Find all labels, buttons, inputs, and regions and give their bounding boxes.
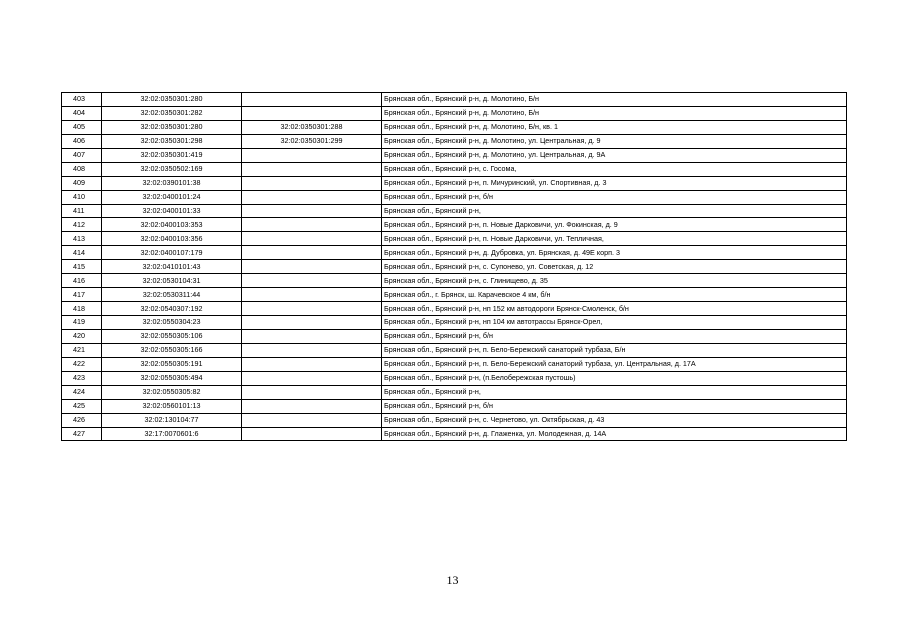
address-cell: Брянская обл., Брянский р-н, п. Бело-Бережский санаторий турбаза, ул. Центральная, д. 17А — [382, 357, 847, 371]
cadastral-number-cell: 32:02:0530311:44 — [102, 288, 242, 302]
table-row — [62, 316, 847, 330]
row-number-cell: 405 — [62, 120, 102, 134]
related-cadastral-number-cell — [242, 399, 382, 413]
table-row — [62, 106, 847, 120]
table-row — [62, 246, 847, 260]
address-cell: Брянская обл., Брянский р-н, п. Новые Дарковичи, ул. Фокинская, д. 9 — [382, 218, 847, 232]
address-cell: Брянская обл., Брянский р-н, п. Новые Дарковичи, ул. Тепличная, — [382, 232, 847, 246]
cadastral-number-cell: 32:02:0550305:106 — [102, 329, 242, 343]
cadastral-number-cell: 32:02:0410101:43 — [102, 260, 242, 274]
table-row — [62, 204, 847, 218]
table-body — [62, 93, 847, 441]
cadastral-number-cell: 32:02:0550304:23 — [102, 316, 242, 330]
table-row — [62, 413, 847, 427]
row-number-cell: 427 — [62, 427, 102, 441]
table-row — [62, 93, 847, 107]
address-cell: Брянская обл., Брянский р-н, д. Молотино, Б/н — [382, 106, 847, 120]
related-cadastral-number-cell — [242, 232, 382, 246]
cadastral-number-cell: 32:02:0550305:166 — [102, 343, 242, 357]
related-cadastral-number-cell — [242, 427, 382, 441]
cadastral-number-cell: 32:02:0400103:353 — [102, 218, 242, 232]
related-cadastral-number-cell — [242, 413, 382, 427]
address-cell: Брянская обл., Брянский р-н, д. Молотино, ул. Центральная, д. 9А — [382, 148, 847, 162]
cadastral-number-cell: 32:02:0390101:38 — [102, 176, 242, 190]
cadastral-number-cell: 32:02:0400103:356 — [102, 232, 242, 246]
related-cadastral-number-cell — [242, 343, 382, 357]
cadastral-number-cell: 32:02:0550305:191 — [102, 357, 242, 371]
related-cadastral-number-cell — [242, 316, 382, 330]
cadastral-number-cell: 32:02:0400101:24 — [102, 190, 242, 204]
address-cell: Брянская обл., Брянский р-н, д. Молотино, Б/н, кв. 1 — [382, 120, 847, 134]
table-row — [62, 371, 847, 385]
cadastral-number-cell: 32:02:0400107:179 — [102, 246, 242, 260]
address-cell: Брянская обл., Брянский р-н, д. Глаженка, ул. Молодежная, д. 14А — [382, 427, 847, 441]
table-row — [62, 427, 847, 441]
cadastral-number-cell: 32:02:0530104:31 — [102, 274, 242, 288]
cadastral-number-cell: 32:02:0550305:494 — [102, 371, 242, 385]
address-cell: Брянская обл., Брянский р-н, с. Чернетово, ул. Октябрьская, д. 43 — [382, 413, 847, 427]
address-cell: Брянская обл., Брянский р-н, б/н — [382, 329, 847, 343]
table-row — [62, 162, 847, 176]
address-cell: Брянская обл., Брянский р-н, (п.Белобережская пустошь) — [382, 371, 847, 385]
row-number-cell: 410 — [62, 190, 102, 204]
row-number-cell: 407 — [62, 148, 102, 162]
address-cell: Брянская обл., Брянский р-н, б/н — [382, 399, 847, 413]
table-row — [62, 260, 847, 274]
cadastral-number-cell: 32:02:0350301:280 — [102, 120, 242, 134]
row-number-cell: 426 — [62, 413, 102, 427]
table-row — [62, 176, 847, 190]
address-cell: Брянская обл., Брянский р-н, — [382, 204, 847, 218]
row-number-cell: 421 — [62, 343, 102, 357]
related-cadastral-number-cell — [242, 260, 382, 274]
row-number-cell: 418 — [62, 302, 102, 316]
related-cadastral-number-cell — [242, 246, 382, 260]
table-row — [62, 148, 847, 162]
table-row — [62, 357, 847, 371]
table-row — [62, 120, 847, 134]
cadastral-number-cell: 32:02:0550305:82 — [102, 385, 242, 399]
related-cadastral-number-cell — [242, 274, 382, 288]
cadastral-number-cell: 32:02:0350301:419 — [102, 148, 242, 162]
related-cadastral-number-cell — [242, 190, 382, 204]
row-number-cell: 412 — [62, 218, 102, 232]
address-cell: Брянская обл., Брянский р-н, д. Дубровка, ул. Брянская, д. 49Е корп. 3 — [382, 246, 847, 260]
address-cell: Брянская обл., Брянский р-н, — [382, 385, 847, 399]
address-cell: Брянская обл., Брянский р-н, нп 104 км автотрассы Брянск-Орел, — [382, 316, 847, 330]
row-number-cell: 417 — [62, 288, 102, 302]
table-row — [62, 399, 847, 413]
related-cadastral-number-cell — [242, 162, 382, 176]
row-number-cell: 424 — [62, 385, 102, 399]
row-number-cell: 419 — [62, 316, 102, 330]
address-cell: Брянская обл., Брянский р-н, д. Молотино, ул. Центральная, д. 9 — [382, 134, 847, 148]
row-number-cell: 411 — [62, 204, 102, 218]
row-number-cell: 423 — [62, 371, 102, 385]
table-row — [62, 343, 847, 357]
related-cadastral-number-cell — [242, 204, 382, 218]
row-number-cell: 409 — [62, 176, 102, 190]
address-cell: Брянская обл., Брянский р-н, с. Госома, — [382, 162, 847, 176]
address-cell: Брянская обл., Брянский р-н, нп 152 км автодороги Брянск-Смоленск, б/н — [382, 302, 847, 316]
row-number-cell: 413 — [62, 232, 102, 246]
page-number: 13 — [446, 573, 459, 587]
cadastral-number-cell: 32:02:0560101:13 — [102, 399, 242, 413]
related-cadastral-number-cell — [242, 357, 382, 371]
related-cadastral-number-cell — [242, 176, 382, 190]
table-row — [62, 190, 847, 204]
related-cadastral-number-cell — [242, 371, 382, 385]
row-number-cell: 416 — [62, 274, 102, 288]
cadastral-number-cell: 32:02:0400101:33 — [102, 204, 242, 218]
related-cadastral-number-cell — [242, 288, 382, 302]
address-cell: Брянская обл., Брянский р-н, с. Глинищево, д. 35 — [382, 274, 847, 288]
row-number-cell: 420 — [62, 329, 102, 343]
row-number-cell: 408 — [62, 162, 102, 176]
related-cadastral-number-cell — [242, 106, 382, 120]
related-cadastral-number-cell — [242, 93, 382, 107]
address-cell: Брянская обл., Брянский р-н, п. Мичуринский, ул. Спортивная, д. 3 — [382, 176, 847, 190]
table-row — [62, 302, 847, 316]
cadastral-number-cell: 32:17:0070601:6 — [102, 427, 242, 441]
related-cadastral-number-cell: 32:02:0350301:299 — [242, 134, 382, 148]
cadastral-number-cell: 32:02:0350502:169 — [102, 162, 242, 176]
table-row — [62, 288, 847, 302]
address-cell: Брянская обл., Брянский р-н, с. Супонево, ул. Советская, д. 12 — [382, 260, 847, 274]
address-cell: Брянская обл., г. Брянск, ш. Карачевское 4 км, б/н — [382, 288, 847, 302]
cadastral-number-cell: 32:02:0540307:192 — [102, 302, 242, 316]
related-cadastral-number-cell: 32:02:0350301:288 — [242, 120, 382, 134]
table-row — [62, 232, 847, 246]
row-number-cell: 403 — [62, 93, 102, 107]
table-row — [62, 385, 847, 399]
related-cadastral-number-cell — [242, 329, 382, 343]
table-row — [62, 274, 847, 288]
address-cell: Брянская обл., Брянский р-н, б/н — [382, 190, 847, 204]
row-number-cell: 425 — [62, 399, 102, 413]
table-row — [62, 218, 847, 232]
row-number-cell: 404 — [62, 106, 102, 120]
related-cadastral-number-cell — [242, 148, 382, 162]
row-number-cell: 415 — [62, 260, 102, 274]
related-cadastral-number-cell — [242, 302, 382, 316]
related-cadastral-number-cell — [242, 218, 382, 232]
table-row — [62, 134, 847, 148]
cadastral-number-cell: 32:02:130104:77 — [102, 413, 242, 427]
table-row — [62, 329, 847, 343]
row-number-cell: 406 — [62, 134, 102, 148]
related-cadastral-number-cell — [242, 385, 382, 399]
row-number-cell: 422 — [62, 357, 102, 371]
address-cell: Брянская обл., Брянский р-н, п. Бело-Бережский санаторий турбаза, Б/н — [382, 343, 847, 357]
address-cell: Брянская обл., Брянский р-н, д. Молотино, Б/н — [382, 93, 847, 107]
property-table — [61, 92, 847, 441]
cadastral-number-cell: 32:02:0350301:298 — [102, 134, 242, 148]
cadastral-number-cell: 32:02:0350301:280 — [102, 93, 242, 107]
cadastral-number-cell: 32:02:0350301:282 — [102, 106, 242, 120]
row-number-cell: 414 — [62, 246, 102, 260]
